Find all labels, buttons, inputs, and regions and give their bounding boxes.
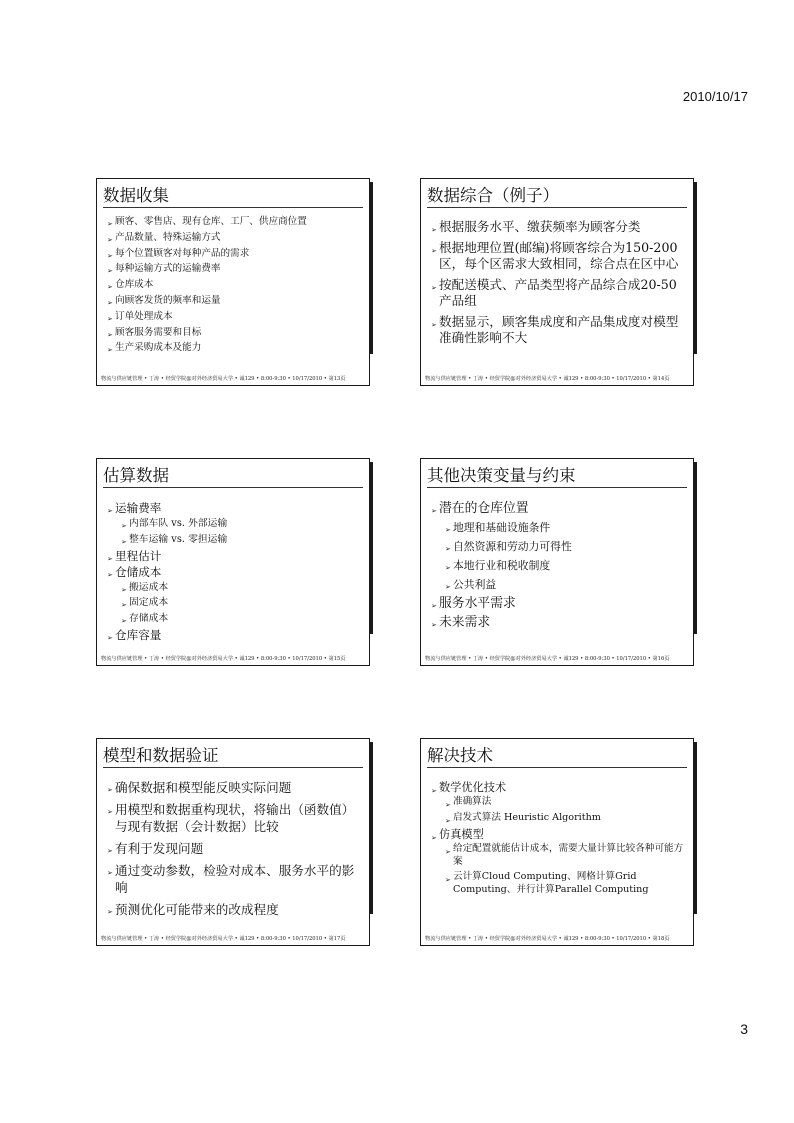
- sub-bullet-item: ➢ 自然资源和劳动力可得性: [453, 537, 687, 556]
- slide-title: 模型和数据验证: [103, 746, 219, 765]
- slide-bullet-list: [107, 214, 363, 356]
- bullet-arrow-icon: ➢: [445, 876, 451, 884]
- sub-bullet-item: ➢ 启发式算法 Heuristic Algorithm: [453, 812, 687, 825]
- bullet-arrow-icon: ➢: [431, 321, 437, 329]
- sub-bullet-item: ➢ 准确算法: [453, 796, 687, 809]
- bullet-arrow-icon: ➢: [445, 564, 451, 572]
- bullet-arrow-icon: ➢: [107, 808, 113, 816]
- bullet-arrow-icon: ➢: [445, 583, 451, 591]
- bullet-arrow-icon: ➢: [107, 235, 113, 244]
- bullet-arrow-icon: ➢: [445, 545, 451, 553]
- slide-title: 数据收集: [103, 186, 169, 205]
- sub-bullet-item: ➢ 内部车队 vs. 外部运输: [129, 516, 363, 532]
- bullet-arrow-icon: ➢: [431, 602, 437, 610]
- sub-bullet-item: ➢ 地理和基础设施条件: [453, 518, 687, 537]
- page-date: 2010/10/17: [682, 89, 748, 104]
- bullet-arrow-icon: ➢: [431, 247, 437, 255]
- slide-other-decision-variables: [420, 458, 694, 666]
- title-divider: [427, 207, 687, 208]
- bullet-arrow-icon: ➢: [107, 283, 113, 292]
- sub-bullet-item: ➢ 给定配置就能估计成本，需要大量计算比较各种可能方案: [445, 843, 684, 867]
- sub-bullet-item: ➢ 搬运成本: [129, 580, 363, 596]
- sub-bullet-item: ➢ 本地行业和税收制度: [453, 556, 687, 575]
- sub-bullet-item: ➢ 云计算Cloud Computing、网格计算Grid Computing、并行计算Parallel Computing: [445, 871, 649, 895]
- bullet-arrow-icon: ➢: [107, 570, 113, 579]
- slide-bullet-list: [431, 780, 687, 899]
- bullet-item: ➢ 有利于发现问题: [115, 840, 363, 857]
- bullet-arrow-icon: ➢: [431, 226, 437, 234]
- title-divider: [103, 487, 363, 488]
- slide-title: 解决技术: [427, 746, 493, 765]
- bullet-item: ➢ 每种运输方式的运输费率: [115, 261, 363, 277]
- sub-bullet-item: ➢ 存储成本: [129, 611, 363, 627]
- bullet-arrow-icon: ➢: [431, 507, 437, 515]
- slide-footer: 物流与供应链管理 • 丁涛 • 经贸学院@对外经济贸易大学 • 诚129 • 8:00-9:30 • 10/17/2010 • 第17页: [101, 936, 346, 942]
- slide-bullet-list: [431, 219, 687, 351]
- bullet-item: ➢ 潜在的仓库位置: [439, 499, 687, 518]
- bullet-item: ➢ 根据地理位置(邮编)将顾客综合为150-200区，每个区需求大致相同，综合点在区中心: [431, 240, 679, 271]
- slide-footer: 物流与供应链管理 • 丁涛 • 经贸学院@对外经济贸易大学 • 诚129 • 8:00-9:30 • 10/17/2010 • 第14页: [425, 376, 670, 382]
- bullet-arrow-icon: ➢: [107, 869, 113, 877]
- bullet-arrow-icon: ➢: [107, 267, 113, 276]
- bullet-item: ➢ 顾客服务需要和目标: [115, 325, 363, 341]
- bullet-arrow-icon: ➢: [431, 787, 437, 795]
- sub-bullet-item: ➢ 公共利益: [453, 575, 687, 594]
- slide-bullet-list: [431, 499, 687, 632]
- bullet-item: ➢ 订单处理成本: [115, 309, 363, 325]
- bullet-item: ➢ 每个位置顾客对每种产品的需求: [115, 246, 363, 262]
- bullet-item: ➢ 用模型和数据重构现状，将输出（函数值）与现有数据（会计数据）比较: [107, 802, 355, 834]
- bullet-arrow-icon: ➢: [107, 330, 113, 339]
- bullet-arrow-icon: ➢: [107, 786, 113, 794]
- bullet-arrow-icon: ➢: [121, 601, 127, 610]
- bullet-arrow-icon: ➢: [107, 220, 113, 228]
- bullet-arrow-icon: ➢: [445, 801, 451, 809]
- title-divider: [427, 767, 687, 768]
- bullet-arrow-icon: ➢: [445, 816, 451, 825]
- bullet-arrow-icon: ➢: [107, 633, 113, 642]
- slide-footer: 物流与供应链管理 • 丁涛 • 经贸学院@对外经济贸易大学 • 诚129 • 8:00-9:30 • 10/17/2010 • 第16页: [425, 656, 670, 662]
- bullet-arrow-icon: ➢: [107, 554, 113, 563]
- bullet-item: ➢ 产品数量、特殊运输方式: [115, 230, 363, 246]
- slide-model-validation: [96, 738, 370, 946]
- bullet-item: ➢ 仓储成本: [115, 564, 363, 580]
- bullet-item: ➢ 里程估计: [115, 548, 363, 564]
- title-divider: [103, 767, 363, 768]
- bullet-item: ➢ 向顾客发货的频率和运量: [115, 293, 363, 309]
- slide-data-collection: [96, 178, 370, 386]
- bullet-arrow-icon: ➢: [121, 522, 127, 530]
- bullet-arrow-icon: ➢: [107, 251, 113, 260]
- bullet-arrow-icon: ➢: [107, 847, 113, 855]
- bullet-arrow-icon: ➢: [121, 585, 127, 594]
- bullet-item: ➢ 预测优化可能带来的改成程度: [115, 901, 363, 918]
- slide-data-aggregation: [420, 178, 694, 386]
- bullet-item: ➢ 未来需求: [439, 613, 687, 632]
- bullet-arrow-icon: ➢: [431, 284, 437, 292]
- bullet-arrow-icon: ➢: [445, 848, 451, 856]
- bullet-arrow-icon: ➢: [431, 834, 437, 842]
- bullet-item: ➢ 数据显示，顾客集成度和产品集成度对模型准确性影响不大: [431, 314, 679, 345]
- bullet-item: ➢ 仓库成本: [115, 277, 363, 293]
- bullet-item: ➢ 数学优化技术: [439, 780, 687, 796]
- slide-footer: 物流与供应链管理 • 丁涛 • 经贸学院@对外经济贸易大学 • 诚129 • 8:00-9:30 • 10/17/2010 • 第18页: [425, 936, 670, 942]
- slide-estimate-data: [96, 458, 370, 666]
- bullet-item: ➢ 仓库容量: [115, 627, 363, 643]
- bullet-item: ➢ 仿真模型: [439, 827, 687, 843]
- slide-bullet-list: [107, 500, 363, 643]
- slide-title: 估算数据: [103, 466, 169, 485]
- bullet-arrow-icon: ➢: [431, 621, 437, 629]
- bullet-arrow-icon: ➢: [107, 314, 113, 323]
- slide-footer: 物流与供应链管理 • 丁涛 • 经贸学院@对外经济贸易大学 • 诚129 • 8:00-9:30 • 10/17/2010 • 第13页: [101, 376, 346, 382]
- bullet-arrow-icon: ➢: [107, 298, 113, 307]
- bullet-item: ➢ 通过变动参数，检验对成本、服务水平的影响: [107, 863, 355, 895]
- bullet-arrow-icon: ➢: [107, 908, 113, 916]
- sub-bullet-item: ➢ 整车运输 vs. 零担运输: [129, 532, 363, 548]
- bullet-arrow-icon: ➢: [107, 507, 113, 515]
- bullet-item: ➢ 顾客、零售店、现有仓库、工厂、供应商位置: [115, 214, 363, 230]
- bullet-item: ➢ 运输费率: [115, 500, 363, 516]
- slide-solution-techniques: [420, 738, 694, 946]
- bullet-item: ➢ 根据服务水平、缴获频率为顾客分类: [439, 219, 687, 235]
- sub-bullet-item: ➢ 固定成本: [129, 595, 363, 611]
- bullet-item: ➢ 生产采购成本及能力: [115, 340, 363, 356]
- slide-title: 数据综合（例子）: [427, 186, 559, 205]
- bullet-arrow-icon: ➢: [107, 346, 113, 355]
- title-divider: [103, 207, 363, 208]
- slide-footer: 物流与供应链管理 • 丁涛 • 经贸学院@对外经济贸易大学 • 诚129 • 8:00-9:30 • 10/17/2010 • 第15页: [101, 656, 346, 662]
- bullet-arrow-icon: ➢: [121, 617, 127, 626]
- bullet-arrow-icon: ➢: [445, 526, 451, 534]
- bullet-arrow-icon: ➢: [121, 537, 127, 546]
- bullet-item: ➢ 确保数据和模型能反映实际问题: [115, 779, 363, 796]
- bullet-item: ➢ 按配送模式、产品类型将产品综合成20-50产品组: [431, 277, 677, 308]
- title-divider: [427, 487, 687, 488]
- slide-title: 其他决策变量与约束: [427, 466, 576, 485]
- bullet-item: ➢ 服务水平需求: [439, 594, 687, 613]
- slide-bullet-list: [107, 779, 363, 923]
- page-number: 3: [740, 1021, 748, 1037]
